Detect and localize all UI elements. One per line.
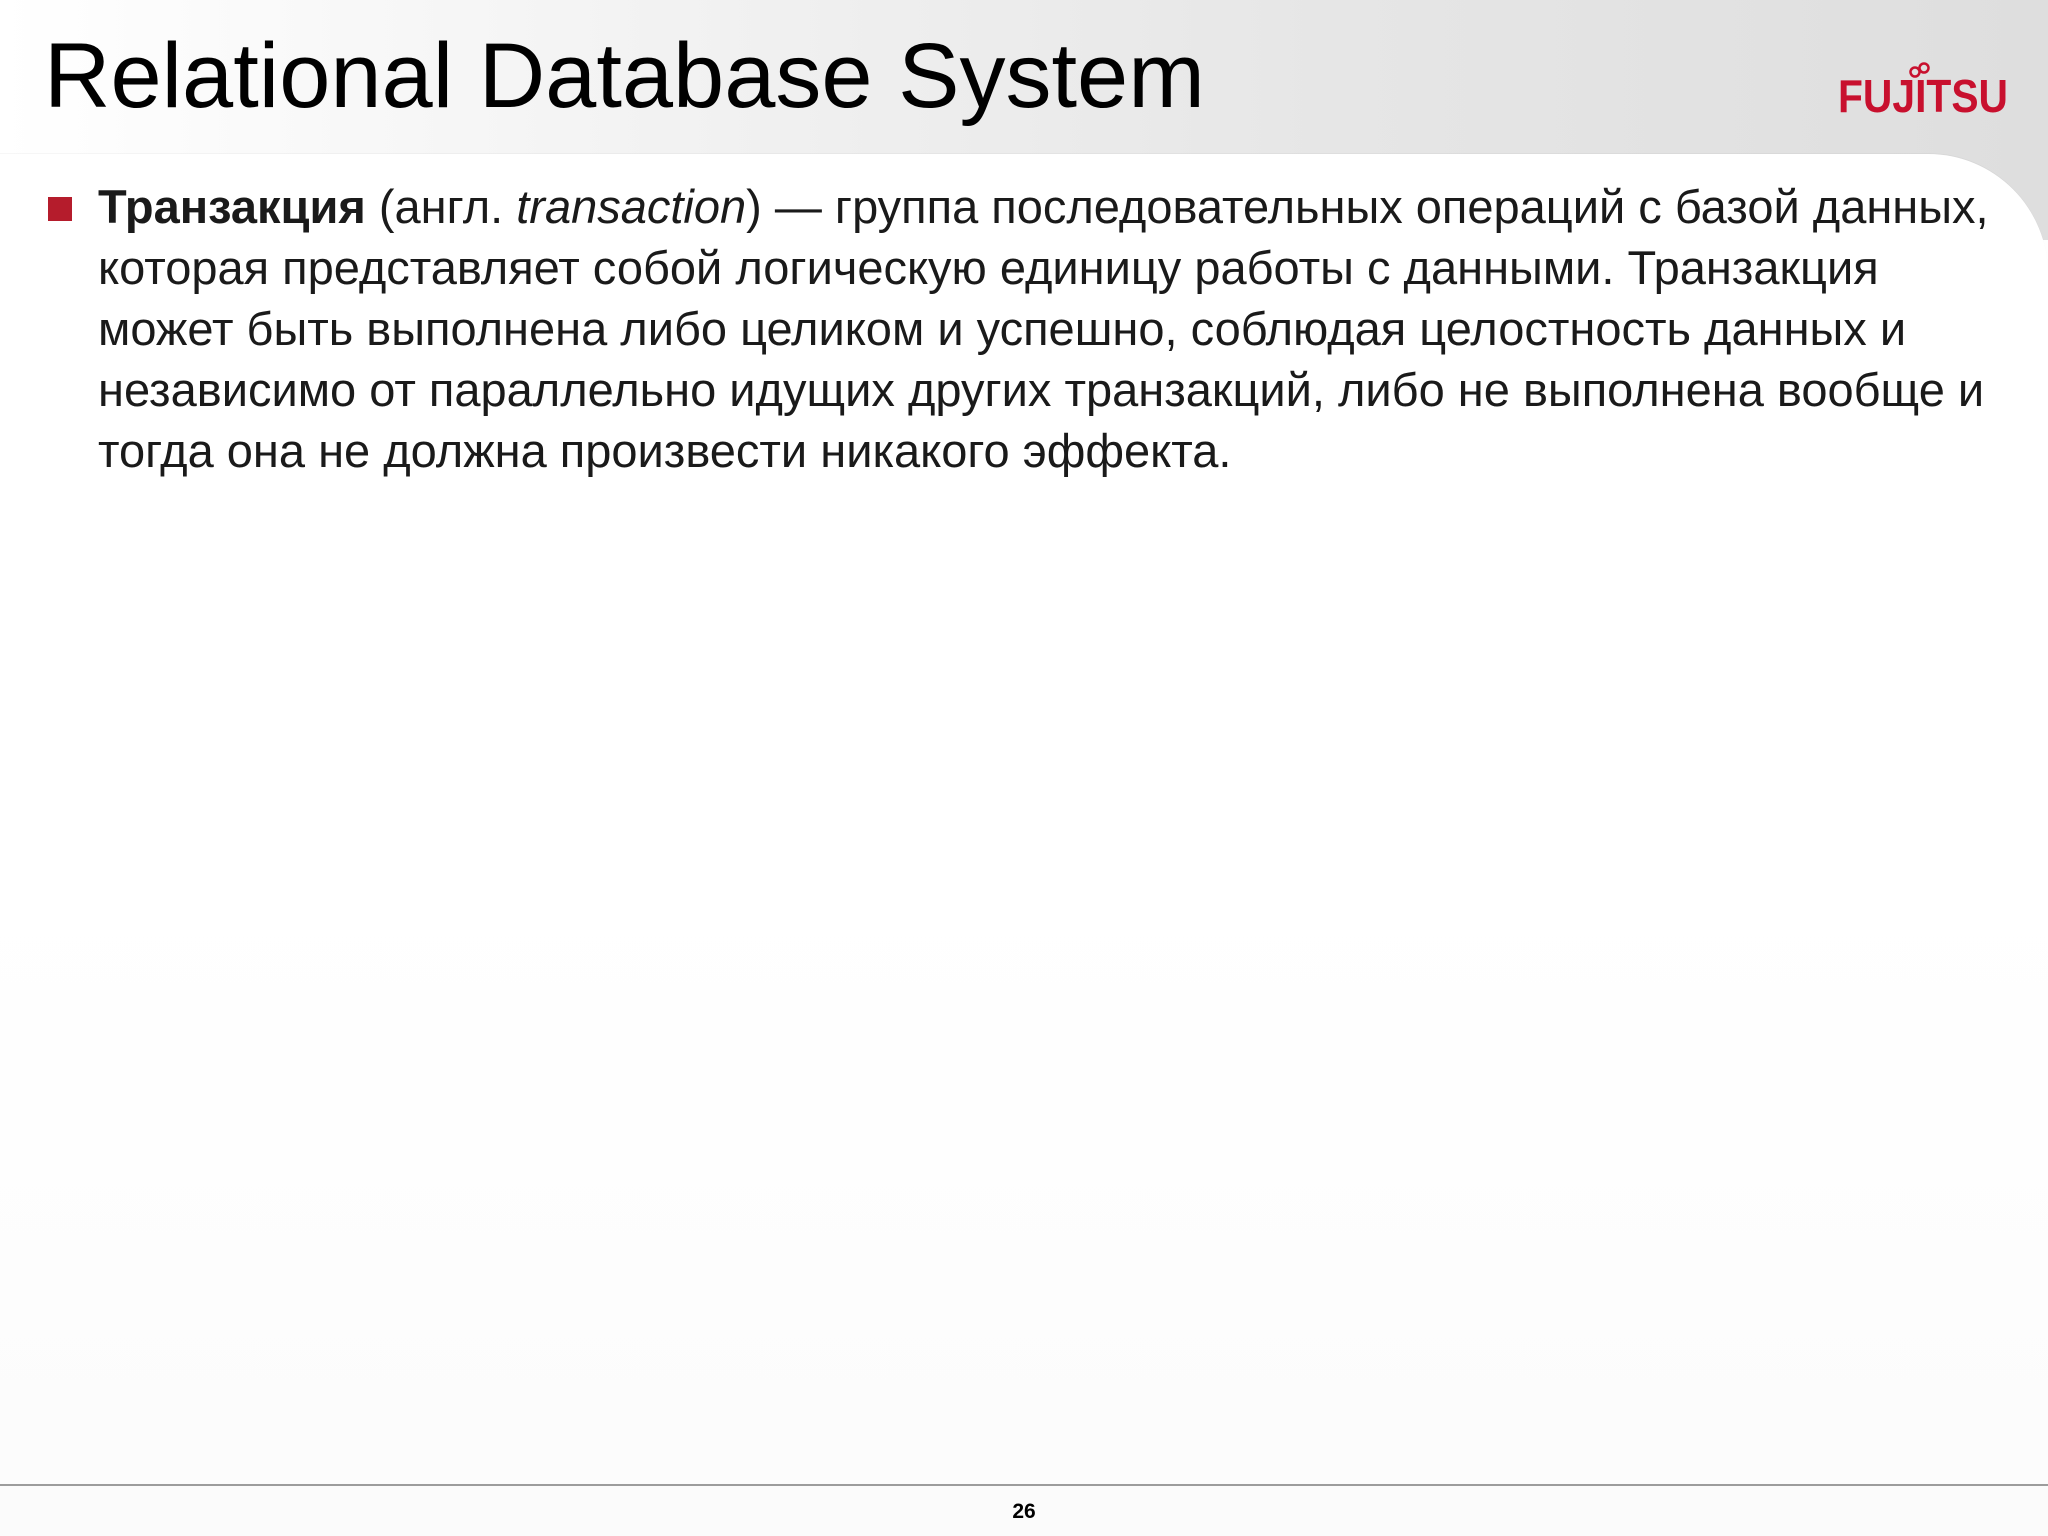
term-english: transaction: [516, 180, 747, 233]
slide-title: Relational Database System: [44, 25, 1205, 127]
bullet-square-icon: [48, 197, 72, 221]
page-number: 26: [1012, 1500, 1036, 1523]
svg-text:FUJITSU: FUJITSU: [1838, 70, 2008, 122]
footer-divider: [0, 1484, 2048, 1486]
definition-text: ) — группа последовательных операций с базой данных, которая представляет собой логическую единицу работы с данными. Транзакция может быть выполнена либо целиком и успешно, соблюдая целостность данных и независимо от параллельно идущих других транзакций, либо не выполнена вообще и тогда она не должна произвести никакого эффекта.: [98, 180, 1989, 477]
paren-english: (англ.: [365, 180, 517, 233]
fujitsu-logo: [1838, 62, 2008, 126]
term-transaction: Транзакция: [98, 180, 366, 233]
definition-paragraph: [98, 176, 1998, 481]
